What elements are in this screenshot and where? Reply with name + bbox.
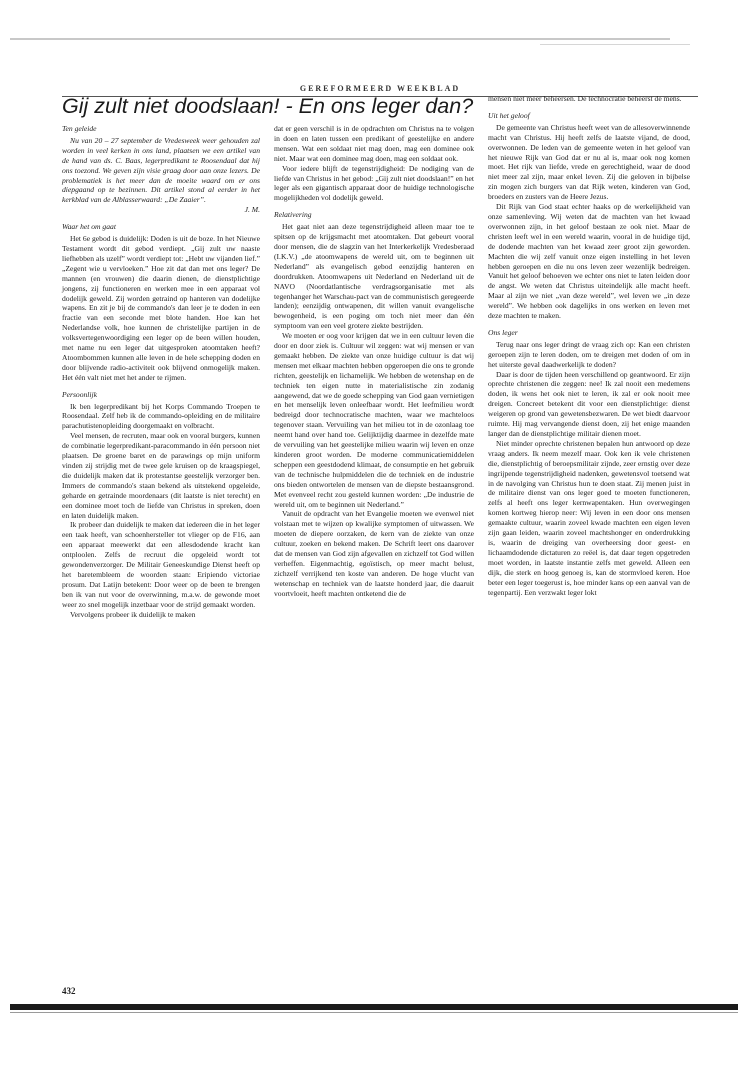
paragraph: We moeten er oog voor krijgen dat we in een cultuur leven die door en door ziek is. Cultuur wil zeggen: wat wij mensen er van gemaakt hebben. De ziekte van onze huidige cultuur is dat wij mensen met elkaar machten hebben opgeroepen die ons te gronde richten, geestelijk en lichamelijk. We hebben de wetenshap en de techniek ten eigen nutte in materialistische zin zodanig aangewend, dat we de goede schepping van God gaan vernietigen en het menselijk leven onleefbaar wordt. Het leefmilieu wordt bedreigd door technocratische machten, waar we machteloos tegenover staan. Vervuiling van het milieu tot in de ozonlaag toe neemt hand over hand toe. Gelijktijdig daarmee in dezelfde mate de vervuiling van het geestelijke milieu waarin wij leven en onze kinderen groot worden. De moderne communicatiemiddelen scheppen een geestdodend klimaat, de consumptie en het gebruik van de technische hulpmiddelen die de techniek en de industrie ons bieden ontwortelen de mensen van de diepste bestaansgrond. Met evenveel recht zou gesteld kunnen worden: „De industrie de wereld uit, om te beginnen uit Nederland.” <box>274 331 474 509</box>
section-heading-waar-het-om-gaat: Waar het om gaat <box>62 222 116 232</box>
paragraph: mensen niet meer beheersen. De technocratie beheerst de mens. <box>488 94 682 103</box>
scan-edge-top <box>10 38 670 40</box>
paragraph: Terug naar ons leger dringt de vraag zich op: Kan een christen geroepen zijn te leren doden, om te dreigen met doden of om in het uiterste geval daadwerkelijk te doden? <box>488 339 690 369</box>
paragraph: Het gaat niet aan deze tegenstrijdigheid alleen maar toe te spitsen op de krijgsmacht met atoomtaken. Dat gebeurt vooral door mensen, die de slagzin van het Interkerkelijk Vredesberaad (I.K.V.) „de atoomwapens de wereld uit, om te beginnen uit Nederland” als evangelisch gebod eenzijdig hanteren en doordrukken. Atoomwapens uit Nederland en Nederland uit de NAVO (Noordatlantische verdragsorganisatie met als tegenhanger het Warschau-pact van de communistisch geregeerde landen); eenzijdig ontwapenen, dit willen vanuit evangelische bewogenheid, is een poging om toch niet meer dan één symptoom van een veel grotere ziekte bestrijden. <box>274 222 474 331</box>
paragraph: dat er geen verschil is in de opdrachten om Christus na te volgen in doen en laten tussen een predikant of geestelijke en andere mensen. Wat een soldaat niet mag doen, mag een dominee ook niet. Maar wat een dominee mag doen, mag een soldaat ook. <box>274 124 474 163</box>
column-right <box>488 94 690 597</box>
paragraph: Veel mensen, de recruten, maar ook en vooral burgers, kunnen de combinatie legerpredikant-paracommando in één persoon niet plaatsen. De groene baret en de parawings op mijn uniform vinden zij strijdig met de twee gele kruisen op de kraagspiegel, die duidelijk maken dat ik protestantse geestelijk verzorger ben. Immers de commando's staan bekend als uitstekend opgeleide, geharde en getrainde moordenaars (dit laatste is niet terecht) en een dominee moet toch de liefde van Christus in spreken, doen en laten duidelijk maken. <box>62 431 260 520</box>
magazine-page <box>62 80 698 996</box>
paragraph: De gemeente van Christus heeft weet van de allesoverwinnende macht van Christus. Hij heeft zelfs de laatste vijand, de dood, overwonnen. De leden van de gemeente weten in het geloof van het nieuwe Rijk van God dat er nu al is, maar ook nog komen moet. Het rijk van liefde, vrede en gerechtigheid, waar de dood niet meer zal zijn, maar enkel leven. Zij die geloven in bijbelse zin mogen zich burgers van dat Rijk weten, kinderen van God, broeders en zusters van de Heere Jezus. <box>488 122 690 202</box>
paragraph: Vanuit de opdracht van het Evangelie moeten we evenwel niet volstaan met te wijzen op kwalijke symptomen of uitwassen. We moeten de diepere oorzaken, de kern van de ziekte van onze cultuur, zoeken en bekend maken. De Schrift leert ons daarover dat de mensen van God zijn afgevallen en zichzelf tot God willen verheffen. Eigenmachtig, egoïstisch, op meer macht belust, zichzelf verrijkend ten koste van anderen. De hoge vlucht van wetenschap en techniek van de laatste honderd jaar, die daaruit voortvloeit, heeft machten ontketend die de <box>274 509 474 598</box>
paragraph: Ik ben legerpredikant bij het Korps Commando Troepen te Roosendaal. Zelf heb ik de commando-opleiding en de militaire parachutistenopleiding doorgemaakt en volbracht. <box>62 401 260 431</box>
article-title: Gij zult niet doodslaan! - En ons leger dan? <box>62 94 474 118</box>
paragraph: Dit Rijk van God staat echter haaks op de werkelijkheid van onze samenleving. Wij weten dat de machten van het kwaad overwonnen zijn, in het geloof bestaan ze ook niet. Maar de christen leeft wel in een wereld waarin, vooral in de huidige tijd, de dodende machten van het kwaad zeer groot zijn geworden. Machten die wij zelf vanuit onze eigen instelling in het leven hebben geroepen en die nu ons leven zeer wezenlijk bedreigen. Vanuit het geloof behoeven we echter ons niet te laten leiden door de angst. We weten dat Christus uiteindelijk alle macht heeft. Maar al zijn we niet „van deze wereld”, wel leven we „in deze wereld”. We hebben ook dagelijks in ons werken en leven met deze machten te maken. <box>488 202 690 321</box>
scan-edge-top-secondary <box>540 44 690 45</box>
scan-edge-bottom-secondary <box>10 1012 738 1013</box>
section-heading-intro: Ten geleide <box>62 124 97 133</box>
paragraph: Ik probeer dan duidelijk te maken dat iedereen die in het leger een taak heeft, van schoenhersteller tot vlieger op de F16, aan een apparaat meewerkt dat een allesdodende kracht kan ontploolen. Zelfs de recruut die opgeleid wordt tot gewondenverzorger. De Militair Geneeskundige Dienst heeft op het baretembleem de woorden staan: Eripiendo victoriae prosum. Dat Latijn betekent: Door weer op de been te brengen ben ik van nut voor de overwinning, m.a.w. de gewonde moet weer zo snel mogelijk inzetbaar voor de strijd gemaakt worden. <box>62 520 260 609</box>
intro-paragraph: Nu van 20 – 27 september de Vredesweek weer gehouden zal worden in veel kerken in ons land, plaatsen we een artikel van de hand van ds. C. Baas, legerpredikant te Roosendaal dat hij ons toezond. We geven zijn visie graag door aan onze lezers. De problematiek is het meer dan de moeite waard om er ons diepgaand op te bezinnen. Dit artikel stond al eerder in het kerkblad van de Alblasserwaard: „De Zaaier”. <box>62 135 260 205</box>
column-middle <box>274 124 474 599</box>
paragraph: Voor iedere blijft de tegenstrijdigheid: De nodiging van de liefde van Christus in het gebod: „Gij zult niet doodslaan!” en het leger als een gigantisch apparaat door de huidige technologische mogelijkheden vol dodelijk geweld. <box>274 163 474 203</box>
section-heading-persoonlijk: Persoonlijk <box>62 389 98 399</box>
paragraph: Niet minder oprechte christenen bepalen hun antwoord op deze vraag anders. Ik neem mezelf maar. Ook ken ik vele christenen die, dienstplichtig of beroepsmilitair zijnde, zeer ernstig over deze ingrijpende tegenstrijdigheid nadenken, gewetensvol toetsend wat in de navolging van Christus hun te doen staat. Zij menen juist in de militaire dienst van ons leger goed te moeten functioneren, zelfs al heeft ons leger kernwapentaken. Hun overwegingen komen kortweg hierop neer: Wij leven in een door ons mensen gemaakte cultuur, waarin zoveel kwade machten een eigen leven zijn gaan leiden, waarin zoveel machtshonger en onderdrukking is, waarin de dreiging van overheersing door geest- en lichaamdodende dictaturen zo reëel is, dat daar tegen opgetreden moet worden, in laatste instantie zelfs met geweld. Alleen een dijk, die sterk en hoog genoeg is, kan de stormvloed keren. Hoe beter een leger toegerust is, hoe minder kans op een aanval van de tegenpartij. Een verzwakt leger lokt <box>488 438 690 597</box>
section-heading-uit-het-geloof: Uit het geloof <box>488 110 530 120</box>
section-heading-relativering: Relativering <box>274 210 312 220</box>
paragraph: Vervolgens probeer ik duidelijk te maken <box>70 609 196 619</box>
paragraph: Het 6e gebod is duidelijk: Doden is uit de boze. In het Nieuwe Testament wordt dit gebod verdiept. „Gij zult uw naaste liefhebben als uzelf” wordt verdiept tot: „Hebt uw vijanden lief.” „Zegent wie u vervloeken.” Hoe zit dat dan met ons leger? De mannen (en vrouwen) die daarin dienen, de dienstplichtige jongens, zij functioneren en werken mee in een apparaat vol dodelijk geweld. Zij worden getraind op hanteren van dodelijke wapens. En zit je bij de commando's dan leer je te doden in een fractie van een seconde met blote handen. Hoe kan het Nederlandse volk, hoe kunnen de christelijke partijen in de volksvertegenwoordiging een leger op de been willen houden, met name nu een leger dat uitgesproken atoomtaken heeft? Atoombommen kunnen alle leven in de hele schepping doden en door blijvende radio-activiteit ook blijvend onmogelijk maken. Het één valt niet met het ander te rijmen. <box>62 234 260 382</box>
intro-signature: J. M. <box>244 205 260 215</box>
column-left <box>62 124 260 620</box>
paragraph: Daar is door de tijden heen verschillend op geantwoord. Er zijn oprechte christenen die zeggen: nee! Ik zal nooit een medemens doden, ik wens het ook niet te leren, ik zal er ook nooit mee dreigen. Concreet betekent dit voor een dienstplichtige: dienst weigeren op grond van gewetensbezwaren. De wet biedt daarvoor ruimte. Hij mag vervangende dienst doen, zij het enige maanden langer dan de dienstplichtige militair dienen moet. <box>488 369 690 438</box>
running-header: GEREFORMEERD WEEKBLAD <box>299 84 461 93</box>
page-number: 432 <box>62 986 76 996</box>
scan-edge-bottom <box>10 1004 738 1010</box>
section-heading-ons-leger: Ons leger <box>488 327 518 337</box>
